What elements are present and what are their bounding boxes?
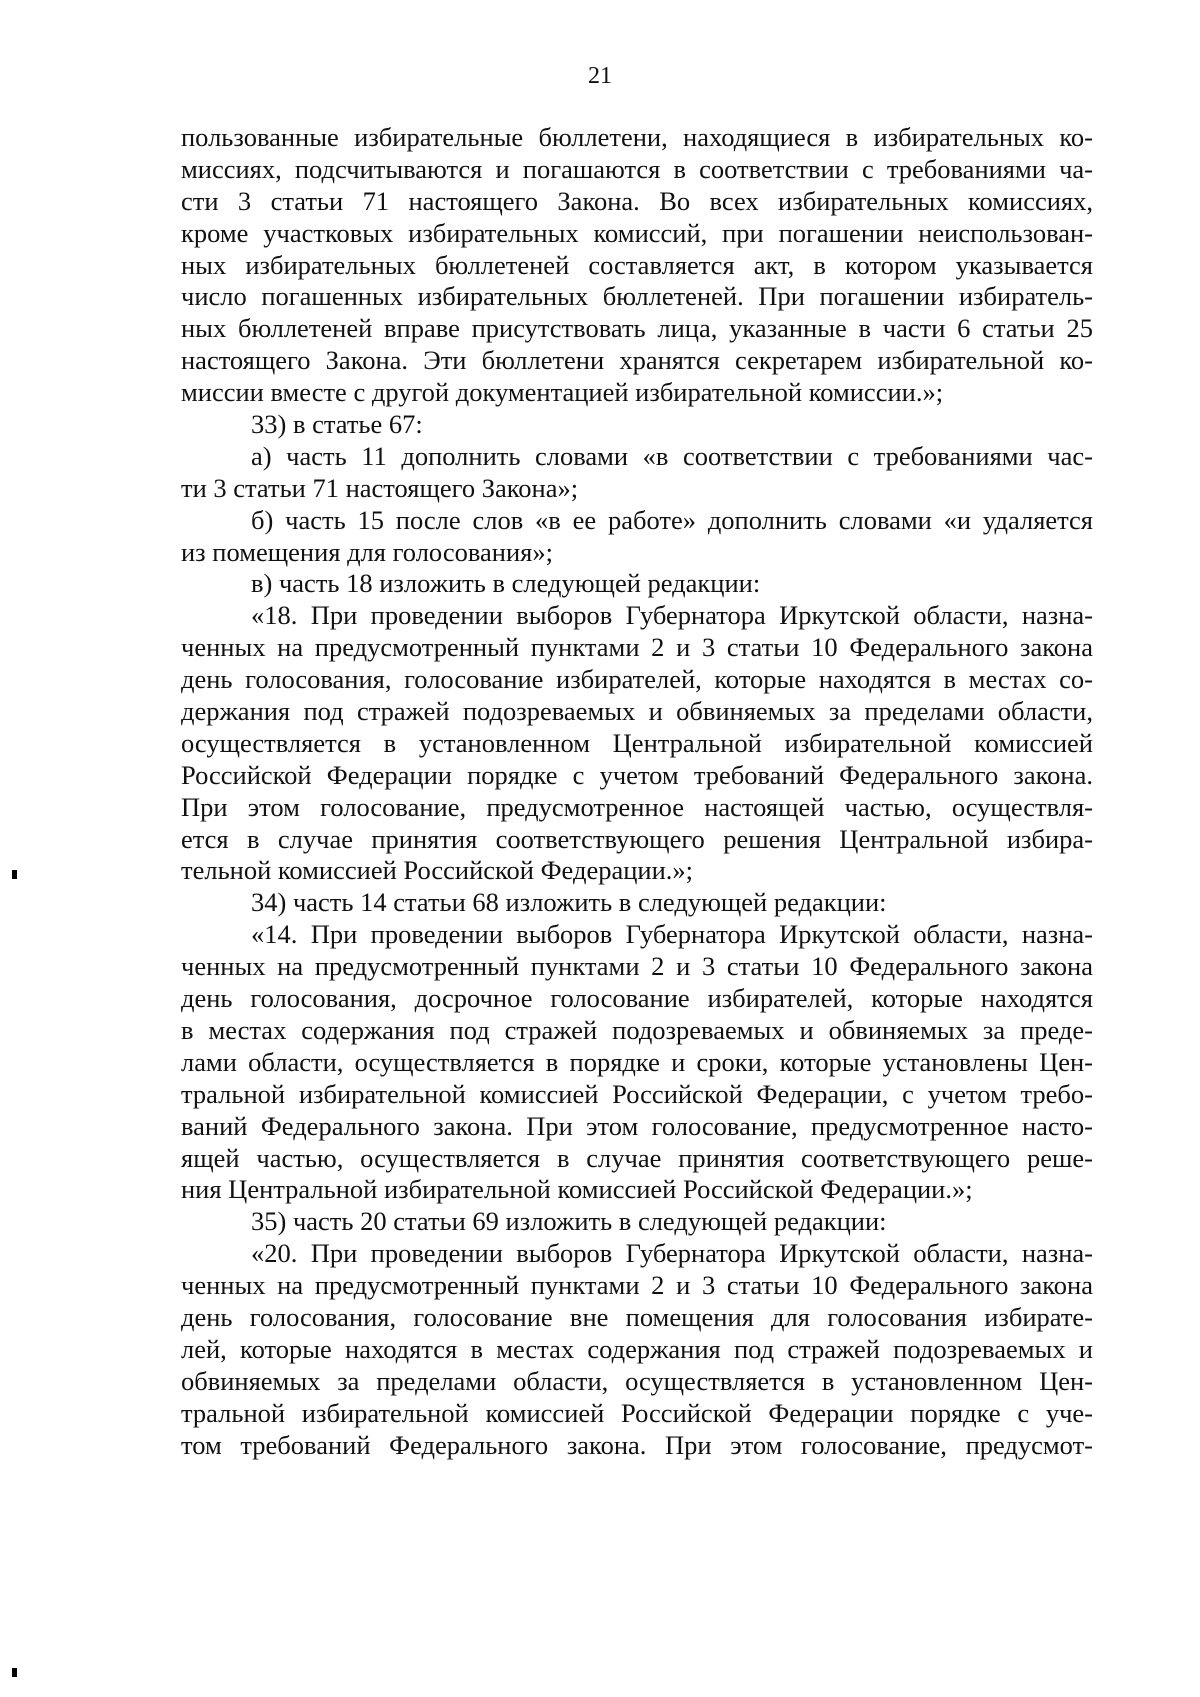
text-line: «14. При проведении выборов Губернатора Иркутской области, назна- bbox=[251, 919, 1093, 950]
text-line: в местах содержания под стражей подозреваемых и обвиняемых за преде- bbox=[181, 1014, 1093, 1045]
text-line: ченных на предусмотренный пунктами 2 и 3 статьи 10 Федерального закона bbox=[181, 951, 1093, 982]
text-line: «20. При проведении выборов Губернатора Иркутской области, назна- bbox=[251, 1238, 1093, 1269]
text-line: миссии вместе с другой документацией избирательной комиссии.»; bbox=[181, 377, 944, 408]
text-line: Российской Федерации порядке с учетом требований Федерального закона. bbox=[181, 759, 1093, 790]
text-line: тральной избирательной комиссией Российской Федерации, с учетом требо- bbox=[181, 1078, 1093, 1109]
text-line: «18. При проведении выборов Губернатора Иркутской области, назна- bbox=[251, 600, 1093, 631]
text-line: день голосования, досрочное голосование избирателей, которые находятся bbox=[181, 983, 1093, 1014]
text-line: тельной комиссией Российской Федерации.»; bbox=[181, 855, 694, 886]
text-line: ния Центральной избирательной комиссией Российской Федерации.»; bbox=[181, 1174, 973, 1205]
text-line: сти 3 статьи 71 настоящего Закона. Во всех избирательных комиссиях, bbox=[181, 185, 1093, 216]
text-line: настоящего Закона. Эти бюллетени хранятся секретарем избирательной ко- bbox=[181, 345, 1093, 376]
text-line: лами области, осуществляется в порядке и сроки, которые установлены Цен- bbox=[181, 1046, 1093, 1077]
text-line: ченных на предусмотренный пунктами 2 и 3 статьи 10 Федерального закона bbox=[181, 632, 1093, 663]
page-number: 21 bbox=[588, 63, 612, 89]
text-line: осуществляется в установленном Центральной избирательной комиссией bbox=[181, 727, 1093, 758]
text-line: 35) часть 20 статьи 69 изложить в следующей редакции: bbox=[251, 1206, 887, 1237]
text-line: 33) в статье 67: bbox=[251, 409, 423, 440]
text-line: б) часть 15 после слов «в ее работе» дополнить словами «и удаляется bbox=[251, 504, 1093, 535]
text-line: При этом голосование, предусмотренное настоящей частью, осуществля- bbox=[181, 791, 1093, 822]
text-line: обвиняемых за пределами области, осуществляется в установленном Цен- bbox=[181, 1365, 1093, 1396]
text-line: число погашенных избирательных бюллетеней. При погашении избиратель- bbox=[181, 281, 1093, 312]
text-line: ваний Федерального закона. При этом голосование, предусмотренное насто- bbox=[181, 1110, 1093, 1141]
scan-mark bbox=[12, 870, 17, 879]
text-line: ящей частью, осуществляется в случае принятия соответствующего реше- bbox=[181, 1142, 1093, 1173]
text-line: в) часть 18 изложить в следующей редакции: bbox=[251, 568, 761, 599]
text-line: кроме участковых избирательных комиссий, при погашении неиспользован- bbox=[181, 217, 1093, 248]
text-line: день голосования, голосование вне помещения для голосования избирате- bbox=[181, 1301, 1093, 1332]
text-line: ных бюллетеней вправе присутствовать лица, указанные в части 6 статьи 25 bbox=[181, 313, 1093, 344]
text-line: 34) часть 14 статьи 68 изложить в следующей редакции: bbox=[251, 887, 887, 918]
text-line: день голосования, голосование избирателей, которые находятся в местах со- bbox=[181, 664, 1093, 695]
text-line: пользованные избирательные бюллетени, находящиеся в избирательных ко- bbox=[181, 122, 1093, 152]
text-line: держания под стражей подозреваемых и обвиняемых за пределами области, bbox=[181, 696, 1093, 727]
text-line: ченных на предусмотренный пунктами 2 и 3 статьи 10 Федерального закона bbox=[181, 1270, 1093, 1301]
text-line: тральной избирательной комиссией Российской Федерации порядке с уче- bbox=[181, 1397, 1093, 1428]
text-line: том требований Федерального закона. При этом голосование, предусмот- bbox=[181, 1429, 1093, 1460]
text-line: ется в случае принятия соответствующего решения Центральной избира- bbox=[181, 823, 1093, 854]
scan-mark bbox=[12, 1668, 17, 1677]
text-line: а) часть 11 дополнить словами «в соответствии с требованиями час- bbox=[251, 440, 1093, 471]
text-line: из помещения для голосования»; bbox=[181, 536, 553, 567]
body-text bbox=[181, 122, 1093, 1461]
text-line: ти 3 статьи 71 настоящего Закона»; bbox=[181, 472, 579, 503]
text-line: миссиях, подсчитываются и погашаются в соответствии с требованиями ча- bbox=[181, 153, 1093, 184]
text-line: лей, которые находятся в местах содержания под стражей подозреваемых и bbox=[181, 1333, 1093, 1364]
text-line: ных избирательных бюллетеней составляется акт, в котором указывается bbox=[181, 249, 1093, 280]
